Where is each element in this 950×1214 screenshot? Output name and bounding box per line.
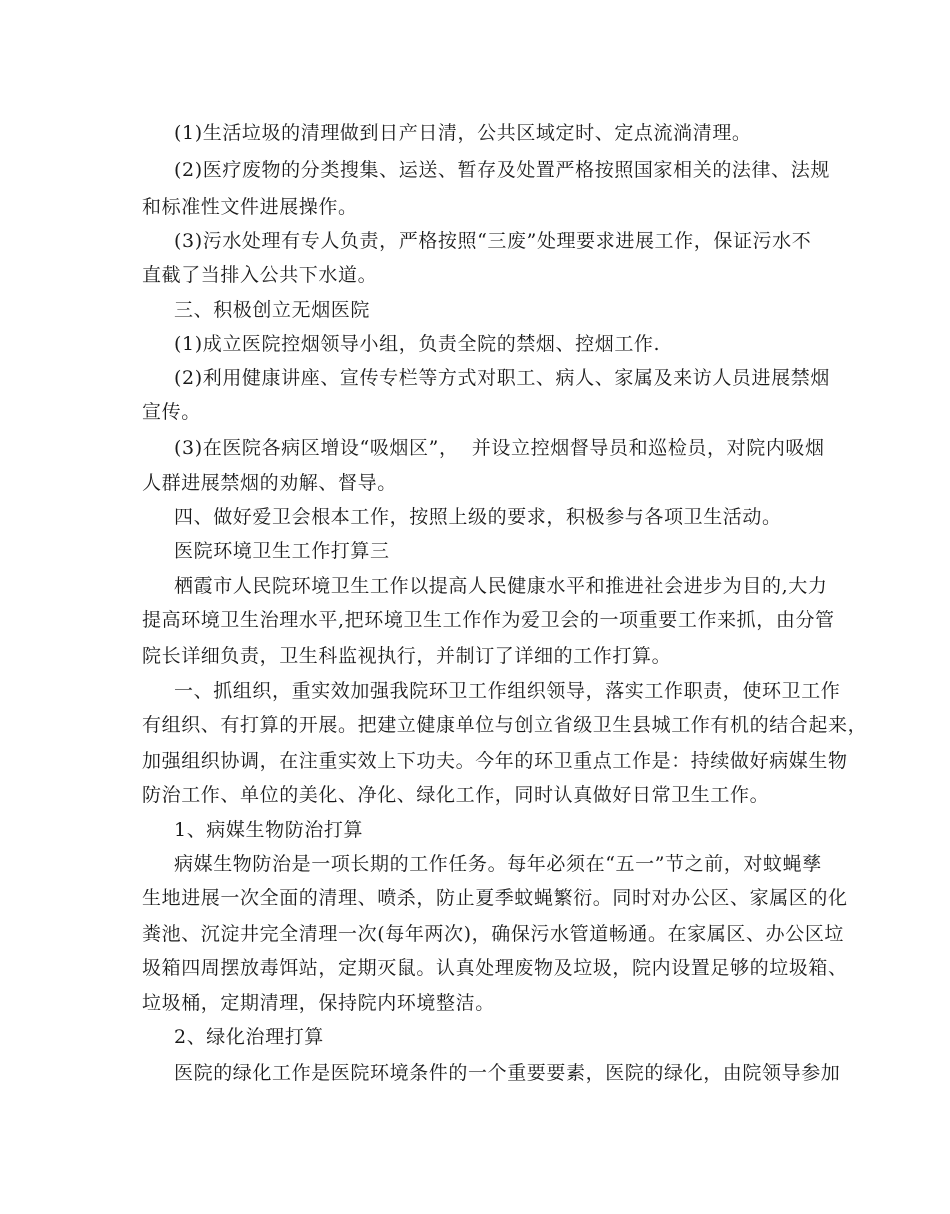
paragraph-line: 粪池、沉淀井完全清理一次(每年两次)，确保污水管道畅通。在家属区、办公区垃 — [142, 923, 845, 945]
paragraph-line: 人群进展禁烟的劝解、督导。 — [142, 472, 397, 494]
paragraph-line: (1)成立医院控烟领导小组，负责全院的禁烟、控烟工作. — [174, 333, 661, 355]
paragraph-line: (3)污水处理有专人负责，严格按照“三废”处理要求进展工作，保证污水不 — [174, 230, 812, 252]
section-heading: 医院环境卫生工作打算三 — [174, 540, 390, 562]
paragraph-line: 宣传。 — [142, 401, 201, 423]
paragraph-line: (2)医疗废物的分类搜集、运送、暂存及处置严格按照国家相关的法律、法规 — [174, 159, 830, 181]
paragraph-line: (1)生活垃圾的清理做到日产日清，公共区域定时、定点流淌清理。 — [174, 122, 752, 144]
paragraph-line: 病媒生物防治是一项长期的工作任务。每年必须在“五一”节之前，对蚊蝇孳 — [174, 853, 822, 875]
paragraph-line: 直截了当排入公共下水道。 — [142, 264, 378, 286]
paragraph-line: 和标准性文件进展操作。 — [142, 196, 358, 218]
section-heading: 三、积极创立无烟医院 — [174, 299, 371, 321]
paragraph-line: 加强组织协调，在注重实效上下功夫。今年的环卫重点工作是：持续做好病媒生物 — [142, 750, 848, 772]
paragraph-line: (3)在医院各病区增设“吸烟区”， 并设立控烟督导员和巡检员，对院内吸烟 — [174, 437, 825, 459]
paragraph-line: 防治工作、单位的美化、净化、绿化工作，同时认真做好日常卫生工作。 — [142, 784, 770, 806]
paragraph-line: 一、抓组织，重实效加强我院环卫工作组织领导，落实工作职责，使环卫工作 — [174, 680, 841, 702]
section-heading: 1、病媒生物防治打算 — [174, 819, 364, 841]
paragraph-line: 垃圾桶，定期清理，保持院内环境整洁。 — [142, 992, 495, 1014]
paragraph-line: 栖霞市人民院环境卫生工作以提高人民健康水平和推进社会进步为目的,大力 — [174, 575, 828, 597]
paragraph-line: (2)利用健康讲座、宣传专栏等方式对职工、病人、家属及来访人员进展禁烟 — [174, 367, 830, 389]
section-heading: 四、做好爱卫会根本工作，按照上级的要求，积极参与各项卫生活动。 — [174, 506, 782, 528]
section-heading: 2、绿化治理打算 — [174, 1026, 324, 1048]
paragraph-line: 医院的绿化工作是医院环境条件的一个重要要素，医院的绿化，由院领导参加 — [174, 1062, 841, 1084]
paragraph-line: 有组织、有打算的开展。把建立健康单位与创立省级卫生县城工作有机的结合起来， — [142, 714, 868, 736]
paragraph-line: 圾箱四周摆放毒饵站，定期灭鼠。认真处理废物及垃圾，院内设置足够的垃圾箱、 — [142, 957, 848, 979]
paragraph-line: 生地进展一次全面的清理、喷杀，防止夏季蚊蝇繁衍。同时对办公区、家属区的化 — [142, 887, 848, 909]
paragraph-line: 提高环境卫生治理水平,把环境卫生工作作为爱卫会的一项重要工作来抓，由分管 — [142, 609, 835, 631]
paragraph-line: 院长详细负责，卫生科监视执行，并制订了详细的工作打算。 — [142, 645, 672, 667]
